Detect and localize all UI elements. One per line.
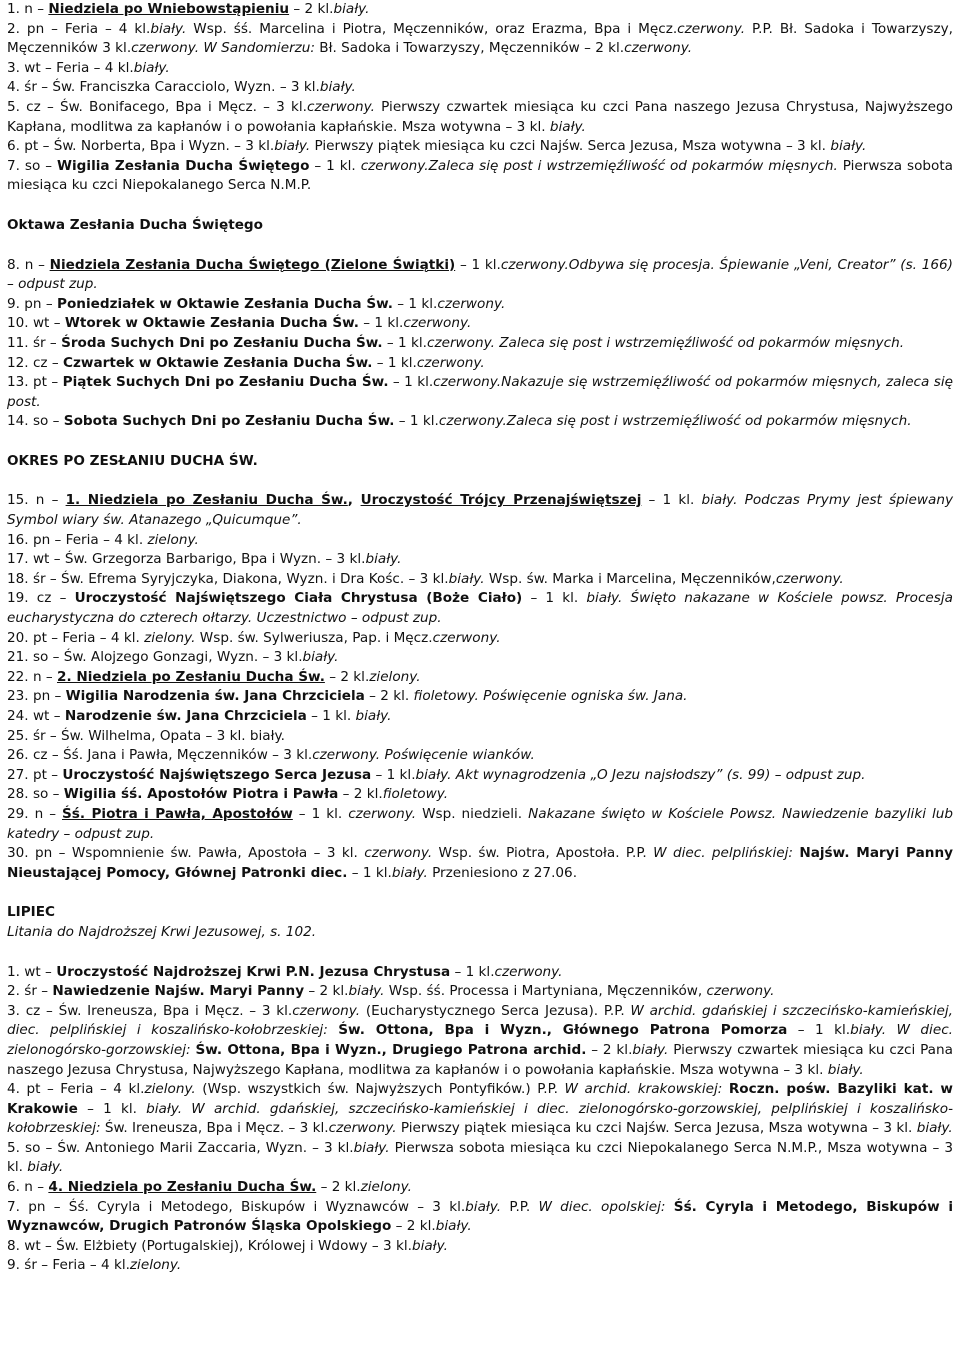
entry-text-segment: (Wsp. wszystkich św. Najwyższych Pontyfików.) P.P. (195, 1081, 565, 1098)
entry-text-segment: LIPIEC (7, 904, 56, 921)
entry-text-segment: (Eucharystycznego Serca Jezusa). P.P. (360, 1002, 631, 1019)
entry-text-segment: 3. cz – Św. Ireneusza, Bpa i Męcz. – 3 kl. (7, 1002, 293, 1019)
entry-text-segment: czerwony. (416, 354, 485, 371)
entry-text-segment: czerwony.Odbywa się procesja. Śpiewanie „Veni, Creator” (s. 166) – odpust zup. (7, 256, 953, 293)
entry-text-segment: Niedziela Zesłania Ducha Świętego (Zielone Świątki) (49, 256, 456, 273)
entry-text-segment: – 1 kl. (371, 766, 416, 783)
entry-text-segment: Poniedziałek w Oktawie Zesłania Ducha Św. (56, 295, 393, 312)
entry-text-segment: – 1 kl. (388, 374, 434, 391)
entry-text-segment: fioletowy. Poświęcenie ogniska św. Jana. (413, 688, 688, 705)
section-spacer (7, 883, 953, 903)
entry-text-segment: 4. pt – Feria – 4 kl. (7, 1081, 145, 1098)
calendar-entry (7, 963, 953, 983)
entry-text-segment: W archid. gdańskiej i szczecińsko-kamieńskiej, diec. pelplińskiej i koszalińsko-kołobrzeskiej: (7, 1002, 953, 1039)
calendar-entry (7, 550, 953, 570)
entry-text-segment: – 1 kl. (358, 315, 404, 332)
calendar-entry (7, 78, 953, 98)
entry-text-segment: 26. cz – Śś. Jana i Pawła, Męczenników – 3 kl. (7, 747, 313, 764)
entry-text-segment: – 1 kl. (292, 805, 349, 822)
calendar-entry (7, 373, 953, 412)
entry-text-segment: Czwartek w Oktawie Zesłania Ducha Św. (63, 354, 373, 371)
entry-text-segment: Śś. Piotra i Pawła, Apostołów (62, 805, 293, 822)
entry-text-segment: biały. Akt wynagrodzenia „O Jezu najsłodszy” (s. 99) – odpust zup. (415, 766, 866, 783)
entry-text-segment: Najśw. Maryi Panny Nieustającej Pomocy, Głównej Patronki diec. (7, 845, 954, 881)
calendar-entry (7, 1178, 953, 1198)
entry-text-segment: Przeniesiono z 27.06. (427, 864, 578, 881)
entry-text-segment: biały. (355, 708, 392, 724)
entry-text-segment: czerwony. (403, 315, 472, 332)
entry-text-segment: czerwony. (494, 963, 563, 980)
entry-text-segment: 2. Niedziela po Zesłaniu Ducha Św. (57, 668, 325, 685)
calendar-entry (7, 1002, 953, 1080)
calendar-entry (7, 648, 953, 668)
entry-text-segment: Uroczystość Najświętszego Ciała Chrystusa (Boże Ciało) (74, 590, 523, 607)
entry-text-segment: P.P. Bł. Sadoka i Towarzyszy, Męczenników 3 kl. (7, 20, 953, 57)
entry-text-segment: Wsp. św. Sylweriusza, Pap. i Męcz. (195, 629, 433, 646)
calendar-entry (7, 589, 953, 628)
entry-text-segment: – 1 kl. (394, 413, 439, 430)
entry-text-segment: czerwony. (292, 1002, 361, 1019)
calendar-entry (7, 746, 953, 766)
entry-text-segment: biały. (549, 118, 586, 135)
entry-text-segment: biały. (302, 649, 339, 666)
entry-text-segment: W diec. opolskiej: (538, 1198, 666, 1215)
entry-text-segment: Pierwsza sobota miesiąca ku czci Niepokalanego Serca N.M.P. (7, 157, 953, 194)
entry-text-segment: biały. (465, 1198, 502, 1215)
entry-text-segment: 1. wt – (7, 963, 57, 980)
section-spacer (7, 432, 953, 452)
entry-text-segment: P.P. (501, 1198, 539, 1215)
entry-text-segment: 24. wt – (7, 708, 65, 724)
calendar-entry (7, 844, 953, 883)
entry-text-segment: Wsp. niedzieli. (416, 805, 529, 822)
entry-text-segment: W diec. pelplińskiej: (653, 845, 793, 862)
liturgical-calendar-document (7, 0, 953, 1276)
calendar-entry (7, 687, 953, 707)
entry-text-segment: – 1 kl. (641, 492, 702, 509)
entry-text-segment: – 1 kl. (347, 864, 392, 881)
entry-text-segment: 13. pt – (7, 374, 63, 391)
entry-text-segment: czerwony.Nakazuje się wstrzemięźliwość od pokarmów mięsnych, zaleca się post. (7, 374, 953, 410)
entry-text-segment: OKRES PO ZESŁANIU DUCHA ŚW. (7, 452, 258, 469)
entry-text-segment: 2. pn – Feria – 4 kl. (7, 20, 151, 37)
entry-text-segment: 7. pn – Śś. Cyryla i Metodego, Biskupów i Wyznawców – 3 kl. (7, 1198, 466, 1215)
entry-text-segment: Wigilia Zesłania Ducha Świętego (57, 157, 310, 174)
entry-text-segment: Św. Ottona, Bpa i Wyzn., Głównego Patrona Pomorza (338, 1022, 788, 1039)
entry-text-segment: biały. (448, 570, 485, 587)
entry-text-segment: czerwony. (677, 20, 746, 37)
entry-text-segment: zielony. (369, 668, 421, 685)
entry-text-segment (666, 1199, 674, 1215)
entry-text-segment: czerwony. (775, 570, 844, 587)
entry-text-segment: biały. (27, 1159, 64, 1176)
entry-text-segment: 5. cz – Św. Bonifacego, Bpa i Męcz. – 3 kl. (7, 98, 308, 115)
entry-text-segment: Wsp. śś. Marcelina i Piotra, Męczenników, oraz Erazma, Bpa i Męcz. (186, 20, 678, 37)
entry-text-segment: Pierwszy czwartek miesiąca ku czci Pana naszego Jezusa Chrystusa, Najwyższego Kapłana, modlitwa za kapłanów i o powołania kapłańskie. Msza wotywna – 3 kl. (7, 98, 953, 135)
entry-text-segment: Pierwszy czwartek miesiąca ku czci Pana naszego Jezusa Chrystusa, Najwyższego Kapłana, modlitwa za kapłanów i o powołania kapłańskie. Msza wotywna – 3 kl. (7, 1041, 953, 1078)
entry-text-segment: Pierwsza sobota miesiąca ku czci Niepokalanego Serca N.M.P., Msza wotywna – 3 kl. (7, 1139, 953, 1176)
entry-text-segment: biały. (830, 138, 867, 155)
calendar-entry (7, 1080, 953, 1139)
entry-text-segment: 20. pt – Feria – 4 kl. (7, 629, 145, 646)
calendar-entry (7, 334, 953, 354)
entry-text-segment: fioletowy. (382, 786, 449, 803)
entry-text-segment: 12. cz – (7, 354, 63, 371)
entry-text-segment: Pierwszy piątek miesiąca ku czci Najśw. Serca Jezusa, Msza wotywna – 3 kl. (396, 1120, 917, 1137)
entry-text-segment: biały. (365, 551, 402, 568)
calendar-entry (7, 923, 953, 943)
entry-text-segment: 25. śr – Św. Wilhelma, Opata – 3 kl. biały. (7, 727, 285, 744)
entry-text-segment: czerwony.Zaleca się post i wstrzemięźliwość od pokarmów mięsnych. (360, 157, 838, 174)
entry-text-segment: Nakazane święto w Kościele Powsz. Nawiedzenie bazyliki lub katedry – odpust zup. (7, 805, 953, 842)
calendar-entry (7, 412, 953, 432)
entry-text-segment: czerwony. (131, 40, 200, 57)
entry-text-segment: Narodzenie św. Jana Chrzciciela (64, 708, 307, 724)
entry-text-segment: Oktawa Zesłania Ducha Świętego (7, 216, 263, 233)
entry-text-segment: Pierwszy piątek miesiąca ku czci Najśw. Serca Jezusa, Msza wotywna – 3 kl. (310, 138, 831, 155)
entry-text-segment: czerwony. (348, 805, 417, 822)
entry-text-segment: 22. n – (7, 668, 57, 685)
calendar-entry (7, 137, 953, 157)
entry-text-segment: W archid. krakowskiej: (564, 1081, 723, 1098)
entry-text-segment: – 1 kl. (392, 295, 438, 312)
entry-text-segment: – 2 kl. (289, 1, 334, 17)
entry-text-segment: – 1 kl. (372, 354, 417, 371)
entry-text-segment: biały. (133, 59, 170, 76)
entry-text-segment: – 2 kl. (364, 688, 414, 705)
entry-text-segment: 3. wt – Feria – 4 kl. (7, 59, 134, 76)
entry-text-segment: Św. Ireneusza, Bpa i Męcz. – 3 kl. (100, 1120, 329, 1137)
entry-text-segment (328, 1022, 338, 1038)
calendar-entry (7, 1256, 953, 1276)
calendar-entry (7, 668, 953, 688)
entry-text-segment: – 1 kl. (306, 708, 356, 724)
entry-text-segment: 9. pn – (7, 295, 57, 312)
entry-text-segment: 4. śr – Św. Franciszka Caracciolo, Wyzn. – 3 kl. (7, 79, 320, 96)
entry-text-segment: – 2 kl. (316, 1179, 361, 1196)
entry-text-segment: czerwony. (328, 1120, 397, 1137)
entry-text-segment: Bł. Sadoka i Towarzyszy, Męczenników – 2 kl. (314, 40, 625, 57)
entry-text-segment: biały. (850, 1022, 887, 1039)
entry-text-segment: czerwony. (307, 98, 375, 115)
entry-text-segment: biały. (353, 1139, 390, 1156)
entry-text-segment: Sobota Suchych Dni po Zesłaniu Ducha Św. (63, 413, 395, 430)
entry-text-segment: 8. n – (7, 256, 50, 273)
entry-text-segment: biały. W archid. gdańskiej, szczecińsko-kamieńskiej i diec. zielonogórsko-gorzowskiej, pelplińskiej i koszalińsko-kołobrzeskiej: (7, 1100, 954, 1137)
entry-text-segment: – 2 kl. (338, 786, 383, 803)
calendar-entry (7, 20, 953, 59)
entry-text-segment: czerwony. (706, 983, 775, 1000)
entry-text-segment: – 1 kl. (382, 334, 427, 351)
entry-text-segment: – 1 kl. (455, 256, 501, 273)
entry-text-segment: 29. n – (7, 805, 62, 822)
section-spacer (7, 196, 953, 216)
entry-text-segment: zielony. (147, 531, 199, 548)
entry-text-segment: – 2 kl. (304, 983, 349, 1000)
entry-text-segment: czerwony. Zaleca się post i wstrzemięźliwość od pokarmów mięsnych. (427, 334, 905, 351)
entry-text-segment: czerwony. (432, 629, 501, 646)
entry-text-segment: 27. pt – (7, 766, 63, 783)
calendar-entry (7, 629, 953, 649)
entry-text-segment: 19. cz – (7, 590, 75, 607)
calendar-entry (7, 805, 953, 844)
entry-text-segment: Litania do Najdroższej Krwi Jezusowej, s. 102. (7, 923, 317, 940)
section-spacer (7, 236, 953, 256)
entry-text-segment: zielony. (144, 1081, 196, 1098)
entry-text-segment: Uroczystość Trójcy Przenajświętszej (360, 492, 642, 509)
entry-text-segment: Wsp. św. Marka i Marcelina, Męczenników, (484, 570, 776, 587)
calendar-entry (7, 295, 953, 315)
entry-text-segment: biały. (827, 1061, 864, 1078)
entry-text-segment: biały. Święto nakazane w Kościele powsz. Procesja eucharystyczna do czterech ołtarzy. Uczestnictwo – odpust zup. (7, 590, 953, 627)
entry-text-segment: biały. (348, 983, 385, 1000)
entry-text-segment: Wsp. śś. Processa i Martyniana, Męczenników, (384, 983, 707, 1000)
entry-text-segment: biały. (274, 138, 311, 155)
calendar-entry (7, 59, 953, 79)
entry-text-segment: 6. pt – Św. Norberta, Bpa i Wyzn. – 3 kl. (7, 138, 275, 155)
entry-text-segment: 6. n – (7, 1179, 49, 1196)
entry-text-segment: – 1 kl. (522, 590, 587, 607)
calendar-entry (7, 727, 953, 747)
calendar-entry (7, 1198, 953, 1237)
entry-text-segment: – 2 kl. (324, 668, 370, 685)
entry-text-segment: Niedziela po Wniebowstąpieniu (48, 1, 290, 17)
calendar-entry (7, 707, 953, 727)
entry-text-segment: – 2 kl. (391, 1218, 436, 1235)
entry-text-segment: czerwony. (364, 845, 433, 862)
calendar-entry (7, 452, 953, 472)
entry-text-segment (886, 1022, 896, 1038)
entry-text-segment: zielony. (144, 629, 196, 646)
entry-text-segment: Wigilia Narodzenia św. Jana Chrzciciela (65, 688, 365, 705)
entry-text-segment: 1. Niedziela po Zesłaniu Ducha Św. (65, 492, 348, 509)
entry-text-segment: biały. (333, 1, 370, 17)
entry-text-segment: biały. (150, 20, 187, 37)
entry-text-segment: 10. wt – (7, 315, 65, 332)
entry-text-segment: – 1 kl. (309, 157, 361, 174)
entry-text-segment: 5. so – Św. Antoniego Marii Zaccaria, Wyzn. – 3 kl. (7, 1139, 354, 1156)
calendar-entry (7, 766, 953, 786)
entry-text-segment: 8. wt – Św. Elżbiety (Portugalskiej), Królowej i Wdowy – 3 kl. (7, 1237, 412, 1254)
entry-text-segment: Środa Suchych Dni po Zesłaniu Ducha Św. (61, 334, 383, 351)
entry-text-segment: – 1 kl. (450, 963, 495, 980)
entry-text-segment: Piątek Suchych Dni po Zesłaniu Ducha Św. (62, 374, 389, 391)
entry-text-segment: biały. (632, 1041, 669, 1058)
entry-text-segment: zielony. (360, 1179, 412, 1196)
entry-text-segment: W Sandomierzu: (199, 40, 315, 57)
entry-text-segment: biały. (916, 1120, 953, 1137)
entry-text-segment: , (347, 492, 361, 509)
entry-text-segment: Nawiedzenie Najśw. Maryi Panny (52, 983, 305, 1000)
calendar-entry (7, 785, 953, 805)
entry-text-segment: biały. (391, 864, 428, 881)
entry-text-segment: 18. śr – Św. Efrema Syryjczyka, Diakona, Wyzn. i Dra Kośc. – 3 kl. (7, 570, 449, 587)
calendar-entry (7, 1139, 953, 1178)
calendar-entry (7, 216, 953, 236)
entry-text-segment: Św. Ottona, Bpa i Wyzn., Drugiego Patrona archid. (195, 1041, 587, 1058)
entry-text-segment: Uroczystość Najdroższej Krwi P.N. Jezusa Chrystusa (56, 963, 451, 980)
calendar-entry (7, 570, 953, 590)
entry-text-segment: 30. pn – Wspomnienie św. Pawła, Apostoła – 3 kl. (7, 845, 365, 862)
calendar-entry (7, 531, 953, 551)
entry-text-segment: 4. Niedziela po Zesłaniu Ducha Św. (48, 1179, 317, 1196)
entry-text-segment: czerwony. Poświęcenie wianków. (312, 747, 535, 764)
entry-text-segment: 15. n – (7, 492, 66, 509)
entry-text-segment: czerwony. (437, 295, 506, 312)
entry-text-segment: czerwony.Zaleca się post i wstrzemięźliwość od pokarmów mięsnych. (438, 413, 912, 430)
calendar-entry (7, 98, 953, 137)
entry-text-segment: 1. n – (7, 1, 49, 17)
entry-text-segment: 16. pn – Feria – 4 kl. (7, 531, 148, 548)
entry-text-segment: Uroczystość Najświętszego Serca Jezusa (62, 766, 372, 783)
entry-text-segment: czerwony. (624, 40, 693, 57)
entry-text-segment: – 1 kl. (787, 1022, 851, 1039)
section-spacer (7, 471, 953, 491)
calendar-entry (7, 314, 953, 334)
calendar-entry (7, 0, 953, 20)
entry-text-segment: biały. Podczas Prymy jest śpiewany Symbol wiary św. Atanazego „Quicumque”. (7, 492, 954, 529)
calendar-entry (7, 157, 953, 196)
entry-text-segment: biały. (411, 1237, 448, 1254)
entry-text-segment: 11. śr – (7, 334, 62, 351)
entry-text-segment: Wigilia śś. Apostołów Piotra i Pawła (63, 786, 339, 803)
entry-text-segment: biały. (435, 1218, 472, 1235)
entry-text-segment: zielony. (129, 1257, 182, 1274)
calendar-entry (7, 982, 953, 1002)
entry-text-segment: Roczn. pośw. Bazyliki kat. w Krakowie (7, 1081, 953, 1117)
entry-text-segment: Śś. Cyryla i Metodego, Biskupów i Wyznawców, Drugich Patronów Śląska Opolskiego (7, 1198, 954, 1235)
entry-text-segment: 14. so – (7, 413, 64, 430)
entry-text-segment: biały. (319, 79, 356, 96)
calendar-entry (7, 491, 953, 530)
entry-text-segment: Wsp. św. Piotra, Apostoła. P.P. (432, 845, 654, 862)
calendar-entry (7, 903, 953, 923)
entry-text-segment: 28. so – (7, 786, 64, 803)
entry-text-segment: 21. so – Św. Alojzego Gonzagi, Wyzn. – 3 kl. (7, 649, 303, 666)
entry-text-segment: 7. so – (7, 157, 58, 174)
entry-text-segment: W diec. zielonogórsko-gorzowskiej: (7, 1022, 953, 1058)
calendar-entry (7, 256, 953, 295)
entry-text-segment: 17. wt – Św. Grzegorza Barbarigo, Bpa i Wyzn. – 3 kl. (7, 551, 366, 568)
calendar-entry (7, 1237, 953, 1257)
entry-text-segment: Wtorek w Oktawie Zesłania Ducha Św. (64, 315, 359, 332)
entry-text-segment: – 2 kl. (586, 1041, 633, 1058)
entry-text-segment: 9. śr – Feria – 4 kl. (7, 1257, 130, 1274)
section-spacer (7, 943, 953, 963)
entry-text-segment: 23. pn – (7, 688, 66, 705)
entry-text-segment: – 1 kl. (77, 1100, 147, 1117)
entry-text-segment: 2. śr – (7, 983, 53, 1000)
calendar-entry (7, 354, 953, 374)
